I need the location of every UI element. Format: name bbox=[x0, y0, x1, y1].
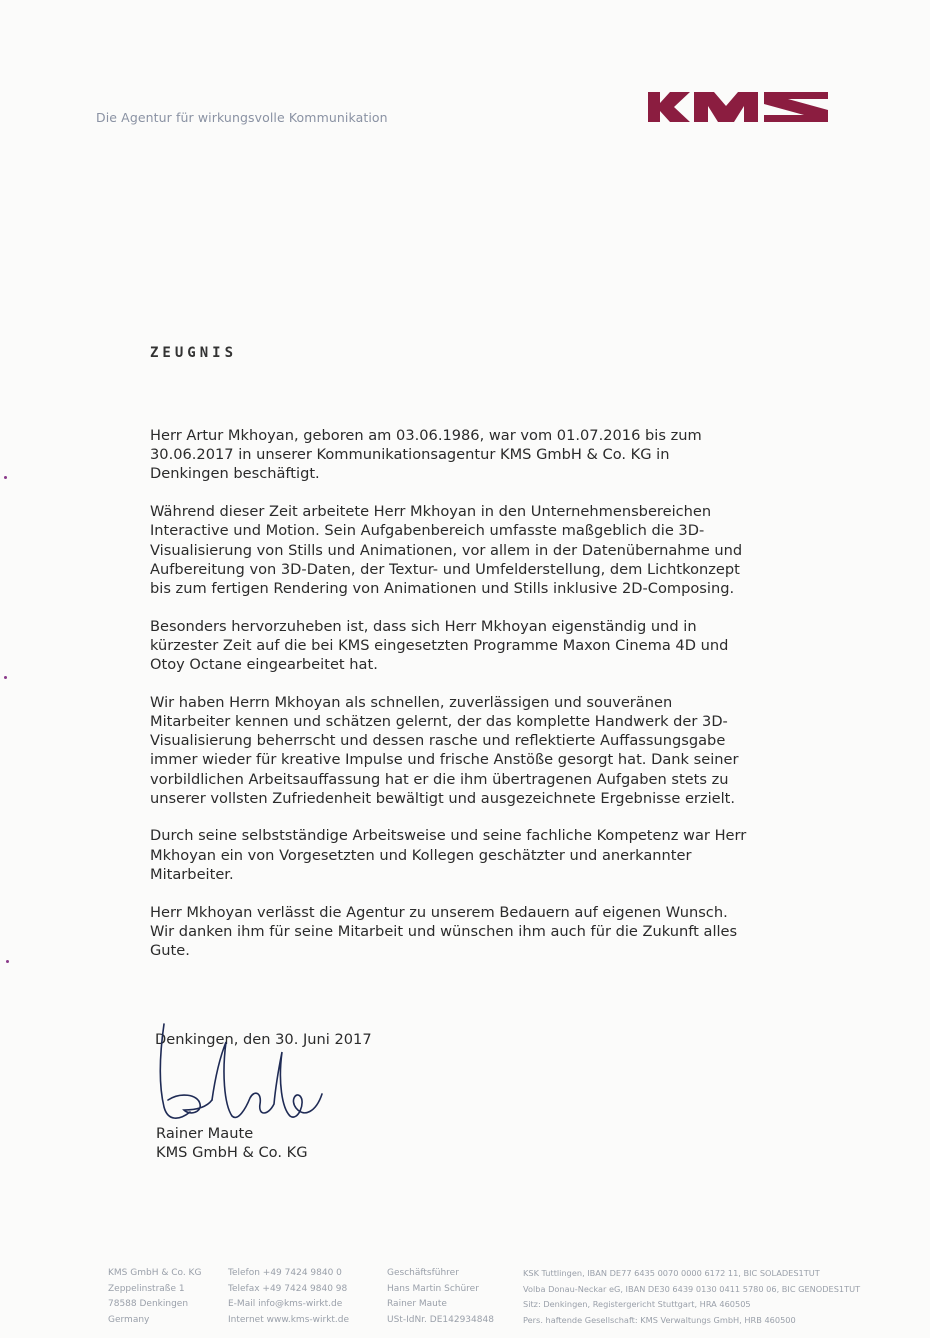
document-title: ZEUGNIS bbox=[150, 345, 238, 361]
signer-block bbox=[156, 1124, 308, 1162]
footer-line: Volba Donau-Neckar eG, IBAN DE30 6439 0130 0411 5780 06, BIC GENODES1TUT bbox=[523, 1283, 861, 1294]
punch-mark bbox=[6, 960, 9, 963]
footer-line: Rainer Maute bbox=[387, 1299, 447, 1309]
paragraph: Während dieser Zeit arbeitete Herr Mkhoyan in den Unternehmensbereichen Interactive und Motion. Sein Aufgabenbereich umfasste maßgeblich die 3D-Visualisierung von Stills und Animationen, vor allem in der Datenübernahme und Aufbereitung von 3D-Daten, der Textur- und Umfelderstellung, dem Lichtkonzept bis zum fertigen Rendering von Animationen und Stills inklusive 2D-Composing. bbox=[150, 503, 743, 597]
place-date: Denkingen, den 30. Juni 2017 bbox=[155, 1031, 372, 1048]
footer-contact bbox=[228, 1266, 349, 1328]
paragraph: Besonders hervorzuheben ist, dass sich Herr Mkhoyan eigenständig und in kürzester Zeit auf die bei KMS eingesetzten Programme Maxon Cinema 4D und Otoy Octane eingearbeitet hat. bbox=[150, 617, 729, 674]
paragraph: Herr Artur Mkhoyan, geboren am 03.06.1986, war vom 01.07.2016 bis zum 30.06.2017 in unserer Kommunikationsagentur KMS GmbH & Co. KG in Denkingen beschäftigt. bbox=[150, 427, 702, 483]
footer-line: Hans Martin Schürer bbox=[387, 1283, 479, 1294]
footer-line: Geschäftsführer bbox=[387, 1268, 459, 1278]
footer-line: Internet www.kms-wirkt.de bbox=[228, 1314, 350, 1325]
footer-line: Telefax +49 7424 9840 98 bbox=[228, 1283, 348, 1294]
footer-address bbox=[108, 1266, 201, 1328]
company-tagline: Die Agentur für wirkungsvolle Kommunikation bbox=[96, 110, 388, 125]
letter-body bbox=[150, 426, 750, 979]
footer-line: Germany bbox=[108, 1314, 150, 1325]
footer-line: Telefon +49 7424 9840 0 bbox=[228, 1268, 342, 1278]
punch-mark bbox=[4, 676, 7, 679]
paragraph: Wir haben Herrn Mkhoyan als schnellen, zuverlässigen und souveränen Mitarbeiter kennen und schätzen gelernt, der das komplette Handwerk der 3D-Visualisierung beherrscht und dessen rasche und reflektierte Auffassungsgabe immer wieder für kreative Impulse und frische Anstöße gesorgt hat. Dank seiner vorbildlichen Arbeitsauffassung hat er die ihm übertragenen Aufgaben stets zu unserer vollsten Zufriedenheit bewältigt und ausgezeichnete Ergebnisse erzielt. bbox=[150, 693, 739, 807]
footer-management bbox=[387, 1266, 494, 1328]
footer-line: Pers. haftende Gesellschaft: KMS Verwaltungs GmbH, HRB 460500 bbox=[523, 1314, 796, 1325]
signer-name: Rainer Maute bbox=[156, 1125, 254, 1142]
paragraph: Herr Mkhoyan verlässt die Agentur zu unserem Bedauern auf eigenen Wunsch. Wir danken ihm für seine Mitarbeit und wünschen ihm auch für die Zukunft alles Gute. bbox=[150, 903, 738, 959]
paragraph: Durch seine selbstständige Arbeitsweise und seine fachliche Kompetenz war Herr Mkhoyan ein von Vorgesetzten und Kollegen geschätzter und anerkannter Mitarbeiter. bbox=[150, 827, 747, 883]
signer-company: KMS GmbH & Co. KG bbox=[156, 1144, 308, 1161]
punch-mark bbox=[4, 476, 7, 479]
handwritten-signature bbox=[150, 1012, 340, 1132]
footer-line: KSK Tuttlingen, IBAN DE77 6435 0070 0000 6172 11, BIC SOLADES1TUT bbox=[523, 1268, 820, 1278]
footer-line: Sitz: Denkingen, Registergericht Stuttgart, HRA 460505 bbox=[523, 1299, 751, 1309]
footer-line: E-Mail info@kms-wirkt.de bbox=[228, 1299, 343, 1309]
kms-logo bbox=[646, 90, 830, 124]
footer-line: KMS GmbH & Co. KG bbox=[108, 1268, 202, 1278]
footer-line: Zeppelinstraße 1 bbox=[108, 1283, 185, 1294]
footer-line: 78588 Denkingen bbox=[108, 1299, 189, 1309]
footer-line: USt-IdNr. DE142934848 bbox=[387, 1314, 494, 1325]
footer-legal bbox=[523, 1266, 860, 1328]
